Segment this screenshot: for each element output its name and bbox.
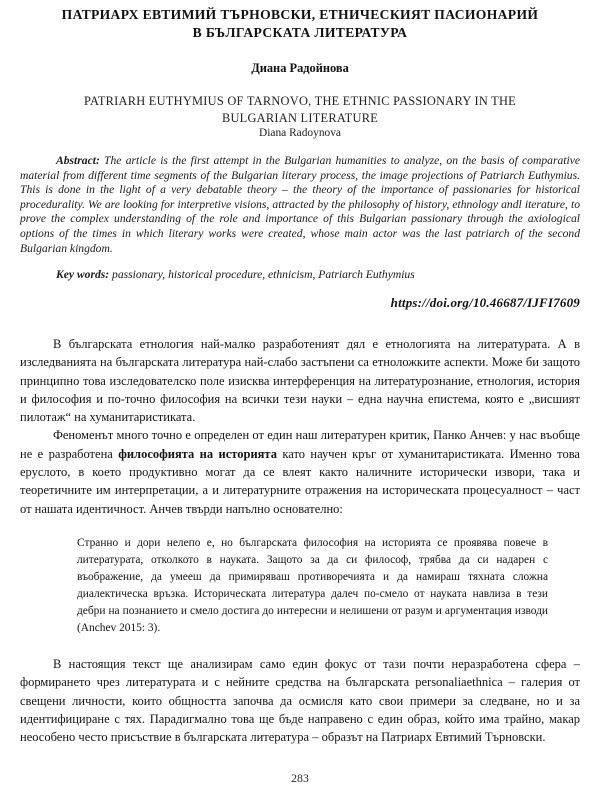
author-name-english: Diana Radoynova [259, 127, 341, 139]
page-title-english [20, 93, 580, 126]
abstract-text: The article is the first attempt in the Bulgarian humanities to analyze, on the basis of comparative material from different time segments of the Bulgarian literary process, the image projections of Patriarch Euthymius. This is done in the light of a very debatable theory – the theory of the importance of passionaries for historical procedurality. We are looking for interpretive visions, attracted by the philosophy of history, ethnology andl iterature, to prove the complex understanding of the role and importance of this Bulgarian passionary through the axiological options of the times in which literary works were created, whose main actor was the last patriarch of the second Bulgarian kingdom. [20, 154, 580, 255]
doi-link[interactable]: https://doi.org/10.46687/IJFI7609 [390, 294, 580, 310]
body-paragraph-1: В българската етнология най-малко разработеният дял е етнологията на литературата. А в изследванията на българската литература най-слабо застъпени са етноложките аспекти. Може би защото принципно това изследователско поле изисква интерференция на литературознание, етнология, история и философия и по-точно философия на всички тези науки – една научна епистема, която е „висшият пилотаж“ на хуманитаристиката. [20, 336, 580, 425]
abstract-paragraph [20, 154, 580, 256]
keywords-label: Key words: [56, 267, 110, 281]
page-number: 283 [291, 771, 309, 785]
body-paragraph-3: В настоящия текст ще анализирам само един фокус от тази почти неразработена сфера – формирането чрез литературата и с нейните средства на българската personaliaethnica – галерия от свещени личности, които общността започва да осмисля като свои примери за следване, но и за идентифициране с тях. Парадигмално това ще бъде направено с един образ, който има трайно, макар неособено често присъствие в българската литература – образът на Патриарх Евтимий Търновски. [20, 656, 580, 745]
title-english-line-2: BULGARIAN LITERATURE [221, 110, 379, 125]
abstract-label: Abstract: [56, 154, 100, 167]
body-paragraph-2-part-1: Феноменът много точно е определен от един наш литературен критик, Панко Анчев: у нас въобще не е разработена [20, 428, 580, 461]
body-paragraph-2-emphasis: философията на историята [118, 446, 277, 461]
page-title-cyrillic [20, 6, 580, 41]
title-english-line-1: PATRIARH EUTHYMIUS OF TARNOVO, THE ETHNIC PASSIONARY IN THE [84, 94, 516, 108]
keywords-line [20, 268, 580, 283]
block-quotation: Странно и дори нелепо е, но българската философия на историята се проявява повече в литературата, отколкото в науката. Защото за да си философ, трябва да си надарен с въображение, да умееш да примиряваш противоречията и да намираш тяхната сложна диалектическа връзка. Историческата литература далеч по-смело от науката навлиза в тези дебри на познанието и смело достига до интересни и нелишени от разум и аргументация изводи (Anchev 2015: 3). [77, 536, 548, 634]
title-cyrillic-line-1: ПАТРИАРХ ЕВТИМИЙ ТЪРНОВСКИ, ЕТНИЧЕСКИЯТ ПАСИОНАРИЙ [61, 7, 539, 22]
keywords-text: passionary, historical procedure, ethnicism, Patriarch Euthymius [109, 267, 415, 281]
author-name-cyrillic: Диана Радойнова [251, 61, 349, 75]
title-cyrillic-line-2: В БЪЛГАРСКАТА ЛИТЕРАТУРА [192, 24, 408, 40]
body-paragraph-2-part-2: като научен кръг от хуманитаристиката. Именно това еруслото, в което продуктивно могат да се влеят както наличните исторически извори, така и теоретичните им интерпретации, а и литературните отражения на историческата процесуалност – част от нашата идентичност. Анчев твърди напълно основателно: [20, 446, 580, 516]
body-paragraph-2 [20, 426, 580, 517]
